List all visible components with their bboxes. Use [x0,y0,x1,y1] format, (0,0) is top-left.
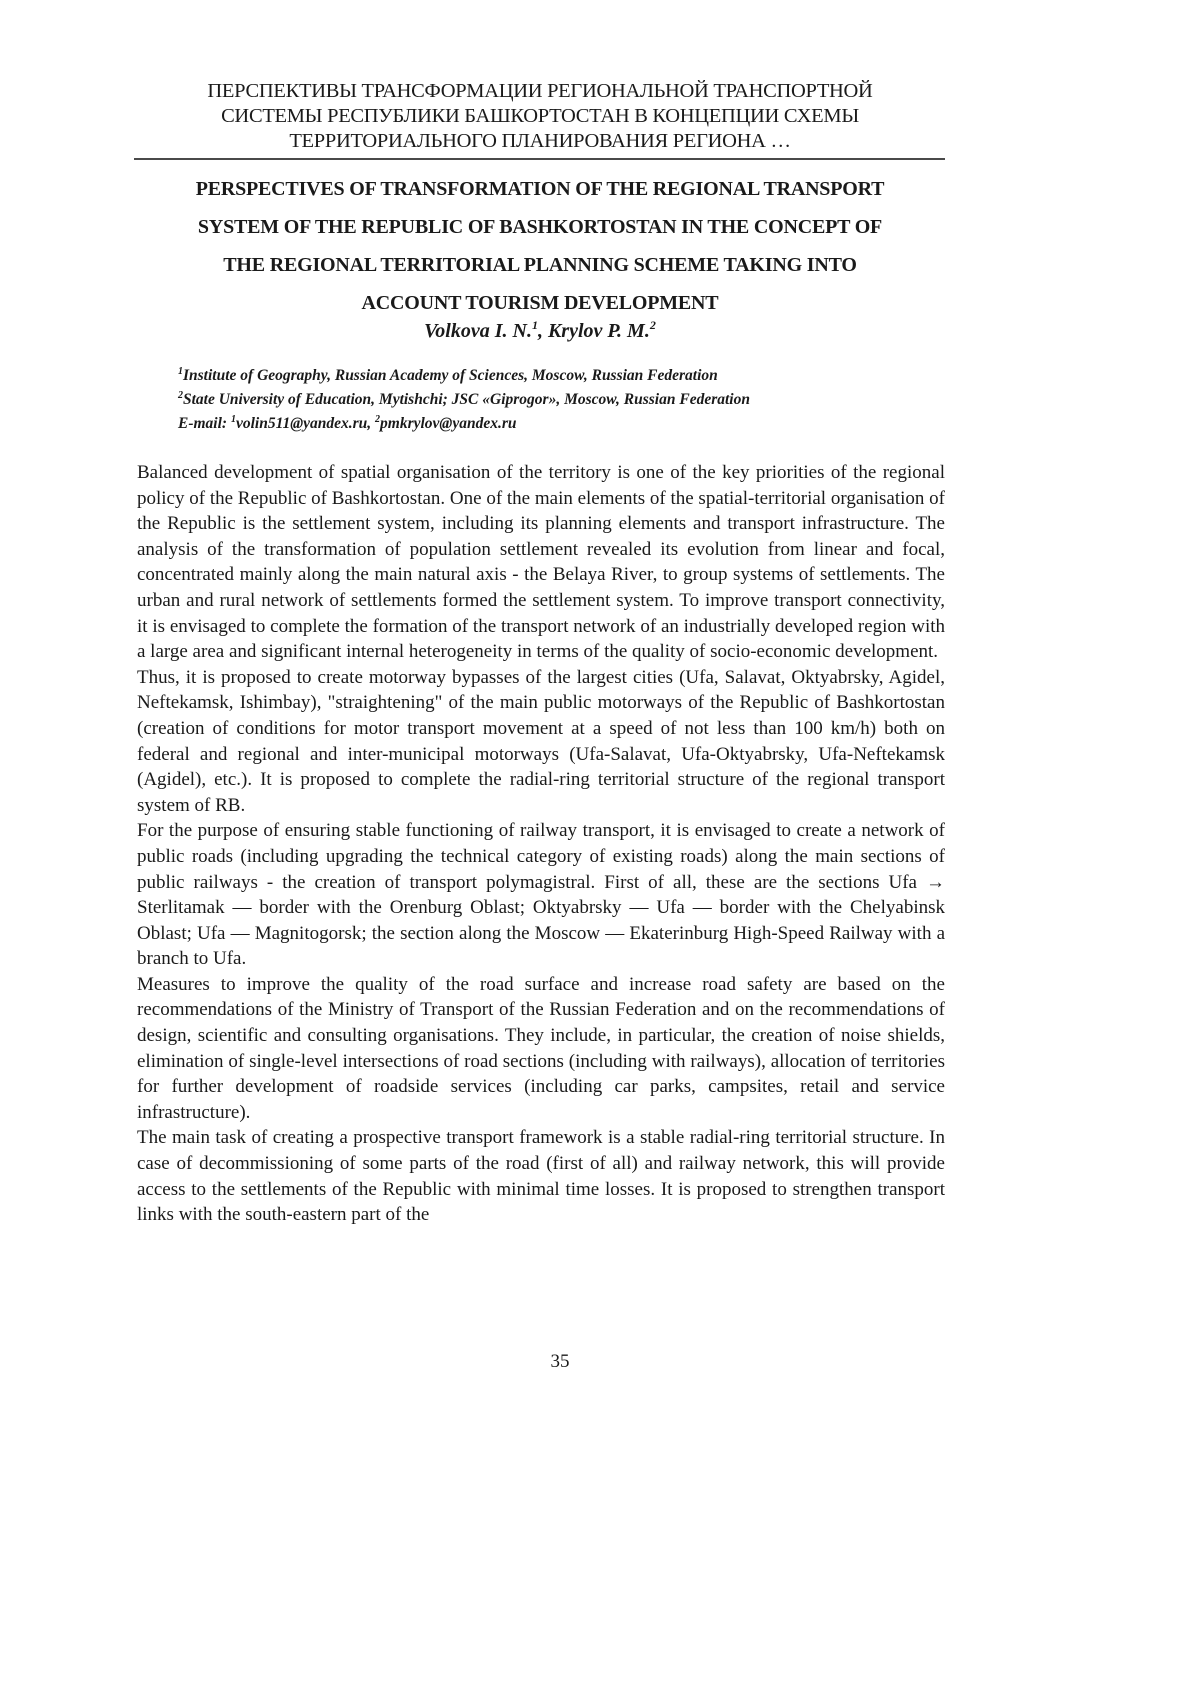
email-line [178,412,938,436]
affiliation-text: Institute of Geography, Russian Academy of Sciences, Moscow, Russian Federation [183,367,718,384]
email-mark: 2 [375,414,381,425]
title-line: ACCOUNT TOURISM DEVELOPMENT [361,292,719,314]
body-paragraph: For the purpose of ensuring stable functioning of railway transport, it is envisaged to create a network of public roads (including upgrading the technical category of existing roads) along the main sections of public railways - the creation of transport polymagistral. First of all, these are the sections Ufa → Sterlitamak — border with the Orenburg Oblast; Oktyabrsky — Ufa — border with the Chelyabinsk Oblast; Ufa — Magnitogorsk; the section along the Moscow — Ekaterinburg High-Speed Railway with a branch to Ufa. [137,820,945,970]
affiliation-mark: 1 [178,366,183,377]
body-paragraph: Balanced development of spatial organisation of the territory is one of the key priorities of the regional policy of the Republic of Bashkortostan. One of the main elements of the spatial-territorial organisation of the Republic is the settlement system, including its planning elements and transport infrastructure. The analysis of the transformation of population settlement revealed its evolution from linear and focal, concentrated mainly along the main natural axis - the Belaya River, to group systems of settlements. The urban and rural network of settlements formed the settlement system. To improve transport connectivity, it is envisaged to complete the formation of the transport network of an industrially developed region with a large area and significant internal heterogeneity in terms of the quality of socio-economic development. [137,462,945,663]
email-separator: , [367,415,376,432]
authors [134,318,946,344]
running-header [134,79,946,154]
email-link[interactable]: pmkrylov@yandex.ru [380,415,517,432]
author-name: Volkova I. N. [424,320,532,342]
author-affiliation-mark: 1 [531,318,538,332]
running-header-line: ПЕРСПЕКТИВЫ ТРАНСФОРМАЦИИ РЕГИОНАЛЬНОЙ ТРАНСПОРТНОЙ [207,80,873,102]
affiliation [178,388,938,412]
running-header-line: ТЕРРИТОРИАЛЬНОГО ПЛАНИРОВАНИЯ РЕГИОНА … [289,130,791,152]
title-line: PERSPECTIVES OF TRANSFORMATION OF THE REGIONAL TRANSPORT [195,178,885,200]
author-name: Krylov P. M. [547,320,650,342]
author-affiliation-mark: 2 [649,318,656,332]
email-label: E-mail: [178,415,231,432]
affiliation-text: State University of Education, Mytishchi; JSC «Giprogor», Moscow, Russian Federation [183,391,750,408]
running-header-line: СИСТЕМЫ РЕСПУБЛИКИ БАШКОРТОСТАН В КОНЦЕПЦИИ СХЕМЫ [221,105,859,127]
author-separator: , [537,320,548,342]
title-line: THE REGIONAL TERRITORIAL PLANNING SCHEME TAKING INTO [223,254,857,276]
affiliations [178,364,938,436]
email-link[interactable]: volin511@yandex.ru [235,415,368,432]
paper-title [134,170,946,322]
body-paragraph: The main task of creating a prospective transport framework is a stable radial-ring territorial structure. In case of decommissioning of some parts of the road (first of all) and railway network, this will provide access to the settlements of the Republic with minimal time losses. It is proposed to strengthen transport links with the south-eastern part of the [137,1127,945,1226]
title-line: SYSTEM OF THE REPUBLIC OF BASHKORTOSTAN IN THE CONCEPT OF [197,216,883,238]
affiliation [178,364,938,388]
body-paragraph: Measures to improve the quality of the road surface and increase road safety are based on the recommendations of the Ministry of Transport of the Russian Federation and on the recommendations of design, scientific and consulting organisations. They include, in particular, the creation of noise shields, elimination of single-level intersections of road sections (including with railways), allocation of territories for further development of roadside services (including car parks, campsites, retail and service infrastructure). [137,973,945,1123]
abstract-body [137,460,945,1228]
page-number: 35 [550,1351,570,1372]
affiliation-mark: 2 [178,390,183,401]
header-divider [134,158,945,160]
email-mark: 1 [230,414,236,425]
body-paragraph: Thus, it is proposed to create motorway bypasses of the largest cities (Ufa, Salavat, Oktyabrsky, Agidel, Neftekamsk, Ishimbay), "straightening" of the main public motorways of the Republic of Bashkortostan (creation of conditions for motor transport movement at a speed of not less than 100 km/h) both on federal and regional and inter-municipal motorways (Ufa-Salavat, Ufa-Oktyabrsky, Ufa-Neftekamsk (Agidel), etc.). It is proposed to complete the radial-ring territorial structure of the regional transport system of RB. [137,666,945,816]
